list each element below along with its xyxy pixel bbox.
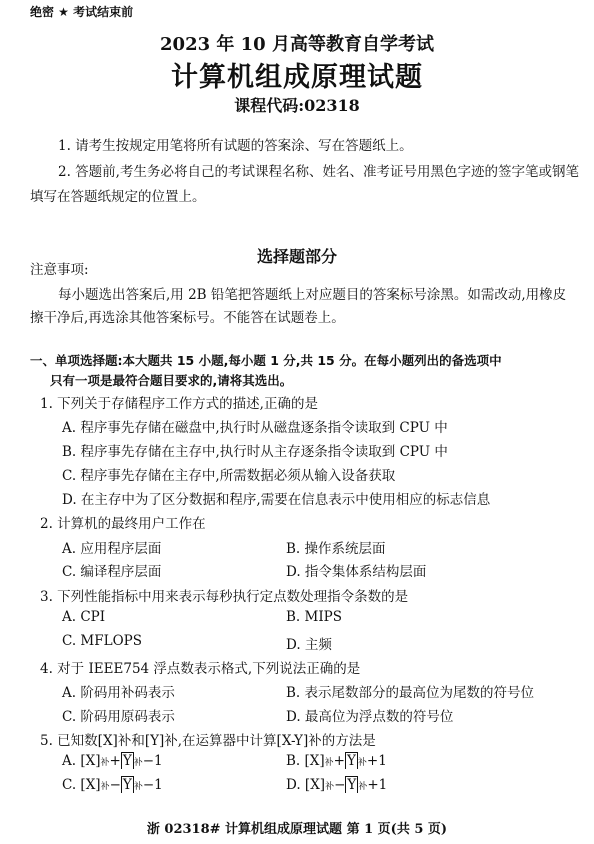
question-1-option-b: B. 程序事先存储在主存中,执行时从主存逐条指令读取到 CPU 中: [62, 444, 448, 460]
exam-title: 2023 年 10 月高等教育自学考试: [160, 34, 434, 55]
secret-label: 绝密 ★ 考试结束前: [30, 5, 134, 19]
question-5-option-c: C. [X]补− $\overline{Y}$ 补−1: [62, 777, 163, 793]
notes-label: 注意事项:: [30, 262, 89, 278]
question-3-stem: 3. 下列性能指标中用来表示每秒执行定点数处理指令条数的是: [40, 589, 409, 605]
question-2-option-a: A. 应用程序层面: [62, 541, 162, 557]
question-3-option-b: B. MIPS: [286, 609, 342, 625]
question-1-option-c: C. 程序事先存储在主存中,所需数据必须从输入设备获取: [62, 468, 396, 484]
question-3-option-c: C. MFLOPS: [62, 633, 142, 649]
question-3-option-a: A. CPI: [62, 609, 106, 625]
question-4-option-a: A. 阶码用补码表示: [62, 685, 175, 701]
question-3-option-d: D. 主频: [286, 637, 332, 653]
notes-line-2: 擦干净后,再选涂其他答案标号。不能答在试题卷上。: [30, 310, 345, 326]
question-5-option-b: B. [X]补+ $\overline{Y}$ 补+1: [286, 753, 387, 769]
y-complement-box: $\overline{Y}$: [122, 777, 132, 793]
notes-line-1: 每小题选出答案后,用 2B 铅笔把答题纸上对应题目的答案标号涂黑。如需改动,用橡皮: [58, 287, 567, 303]
question-1-option-d: D. 在主存中为了区分数据和程序,需要在信息表示中使用相应的标志信息: [62, 492, 491, 508]
instruction-2a: 2. 答题前,考生务必将自己的考试课程名称、姓名、准考证号用黑色字迹的签字笔或钢笔: [58, 164, 579, 180]
question-2-option-d: D. 指令集体系结构层面: [286, 564, 427, 580]
question-2-option-b: B. 操作系统层面: [286, 541, 386, 557]
question-5-option-a: A. [X]补+ $\overline{Y}$ 补−1: [62, 753, 163, 769]
y-complement-box: $\overline{Y}$: [122, 753, 132, 769]
question-4-option-b: B. 表示尾数部分的最高位为尾数的符号位: [286, 685, 535, 701]
course-code: 课程代码:02318: [234, 96, 360, 115]
question-1-stem: 1. 下列关于存储程序工作方式的描述,正确的是: [40, 396, 318, 412]
page-footer: 浙 02318# 计算机组成原理试题 第 1 页(共 5 页): [146, 822, 448, 837]
section-title: 选择题部分: [256, 247, 337, 266]
question-2-stem: 2. 计算机的最终用户工作在: [40, 516, 206, 532]
question-4-option-d: D. 最高位为浮点数的符号位: [286, 709, 454, 725]
subject-title: 计算机组成原理试题: [171, 62, 423, 93]
question-2-option-c: C. 编译程序层面: [62, 564, 162, 580]
question-5-stem: 5. 已知数[X]补和[Y]补,在运算器中计算[X-Y]补的方法是: [40, 733, 376, 749]
instruction-2b: 填写在答题纸规定的位置上。: [30, 189, 206, 205]
question-5-option-d: D. [X]补− $\overline{Y}$ 补+1: [286, 777, 388, 793]
question-4-option-c: C. 阶码用原码表示: [62, 709, 175, 725]
part1-heading-1: 一、单项选择题:本大题共 15 小题,每小题 1 分,共 15 分。在每小题列出的备选项中: [30, 353, 502, 368]
question-4-stem: 4. 对于 IEEE754 浮点数表示格式,下列说法正确的是: [40, 661, 361, 677]
y-complement-box: $\overline{Y}$: [346, 753, 356, 769]
part1-heading-2: 只有一项是最符合题目要求的,请将其选出。: [50, 373, 293, 388]
question-1-option-a: A. 程序事先存储在磁盘中,执行时从磁盘逐条指令读取到 CPU 中: [62, 420, 448, 436]
y-complement-box: $\overline{Y}$: [347, 777, 357, 793]
instruction-1: 1. 请考生按规定用笔将所有试题的答案涂、写在答题纸上。: [58, 138, 413, 154]
